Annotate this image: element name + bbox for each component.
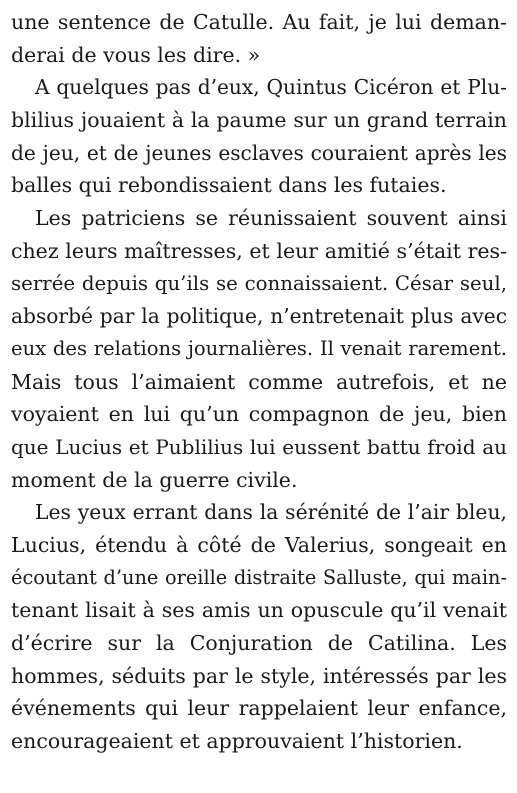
text-line: encourageaient et approuvaient l’historien. <box>11 729 463 754</box>
paragraph-4 <box>11 496 507 758</box>
text-line: absorbé par la politique, n’entretenait plus avec <box>11 304 507 329</box>
text-line: blilius jouaient à la paume sur un grand terrain <box>11 108 507 133</box>
text-line: de jeu, et de jeunes esclaves couraient après les <box>11 140 507 165</box>
paragraph-3 <box>11 202 507 496</box>
paragraph-1 <box>11 6 507 71</box>
text-line: Mais tous l’aimaient comme autrefois, et ne <box>11 369 507 394</box>
text-line: événements qui leur rappelaient leur enfance, <box>11 696 507 721</box>
paragraph-2 <box>11 71 507 202</box>
text-line: d’écrire sur la Conjuration de Catilina. Les <box>11 631 507 656</box>
text-line: tenant lisait à ses amis un opuscule qu’il venait <box>11 598 507 623</box>
text-line: derai de vous les dire. » <box>11 42 261 67</box>
text-line: Lucius, étendu à côté de Valerius, songeait en <box>11 533 507 557</box>
text-line: chez leurs maîtresses, et leur amitié s’était res- <box>11 238 507 263</box>
page-text <box>11 6 507 758</box>
text-line: Les patriciens se réunissaient souvent ainsi <box>35 206 507 231</box>
text-line: hommes, séduits par le style, intéressés par les <box>11 663 507 688</box>
text-line: balles qui rebondissaient dans les futaies. <box>11 173 447 198</box>
text-line: écoutant d’une oreille distraite Salluste, qui main- <box>11 565 507 589</box>
text-line: eux des relations journalières. Il venait rarement. <box>11 336 507 360</box>
text-line: serrée depuis qu’ils se connaissaient. César seul, <box>11 271 507 295</box>
text-line: que Lucius et Publilius lui eussent battu froid au <box>11 434 507 459</box>
text-line: voyaient en lui qu’un compagnon de jeu, bien <box>11 402 507 427</box>
text-line: une sentence de Catulle. Au fait, je lui deman- <box>11 10 507 34</box>
text-line: Les yeux errant dans la sérénité de l’air bleu, <box>35 500 507 525</box>
text-line: A quelques pas d’eux, Quintus Cicéron et Plu- <box>35 75 507 100</box>
text-line: moment de la guerre civile. <box>11 467 298 492</box>
